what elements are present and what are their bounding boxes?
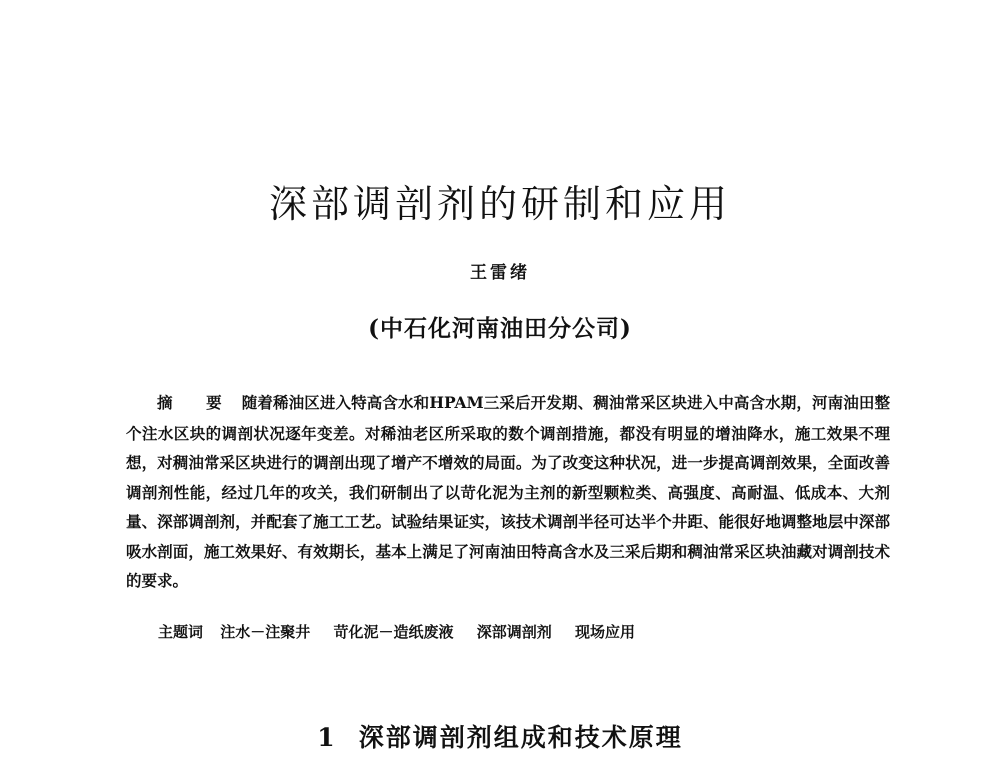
section-heading bbox=[0, 718, 1000, 754]
section-number: 1 bbox=[317, 723, 337, 752]
paper-title: 深部调剖剂的研制和应用 bbox=[268, 182, 731, 226]
abstract-paragraph bbox=[126, 388, 890, 596]
abstract-text: 随着稀油区进入特高含水和HPAM三采后开发期、稠油常采区块进入中高含水期，河南油田整个注水区块的调剖状况逐年变差。对稀油老区所采取的数个调剖措施，都没有明显的增油降水，施工效果不理想，对稠油常采区块进行的调剖出现了增产不增效的局面。为了改变这种状况，进一步提高调剖效果，全面改善调剖剂性能，经过几年的攻关，我们研制出了以苛化泥为主剂的新型颗粒类、高强度、高耐温、低成本、大剂量、深部调剖剂，并配套了施工工艺。试验结果证实，该技术调剖半径可达半个井距、能很好地调整地层中深部吸水剖面，施工效果好、有效期长，基本上满足了河南油田特高含水及三采后期和稠油常采区块油藏对调剖技术的要求。 bbox=[126, 393, 890, 590]
keywords-line bbox=[158, 621, 653, 642]
author-name: 王雷绪 bbox=[470, 263, 530, 283]
keywords-label: 主题词 bbox=[158, 623, 204, 641]
keyword-item: 苛化泥－造纸废液 bbox=[333, 623, 454, 641]
section-title: 深部调剖剂组成和技术原理 bbox=[358, 723, 683, 752]
author-affiliation: (中石化河南油田分公司) bbox=[368, 315, 632, 342]
keyword-item: 注水－注聚井 bbox=[220, 623, 311, 641]
keyword-item: 深部调剖剂 bbox=[476, 623, 552, 641]
abstract-label: 摘 要 bbox=[157, 394, 236, 412]
keyword-item: 现场应用 bbox=[575, 623, 636, 641]
